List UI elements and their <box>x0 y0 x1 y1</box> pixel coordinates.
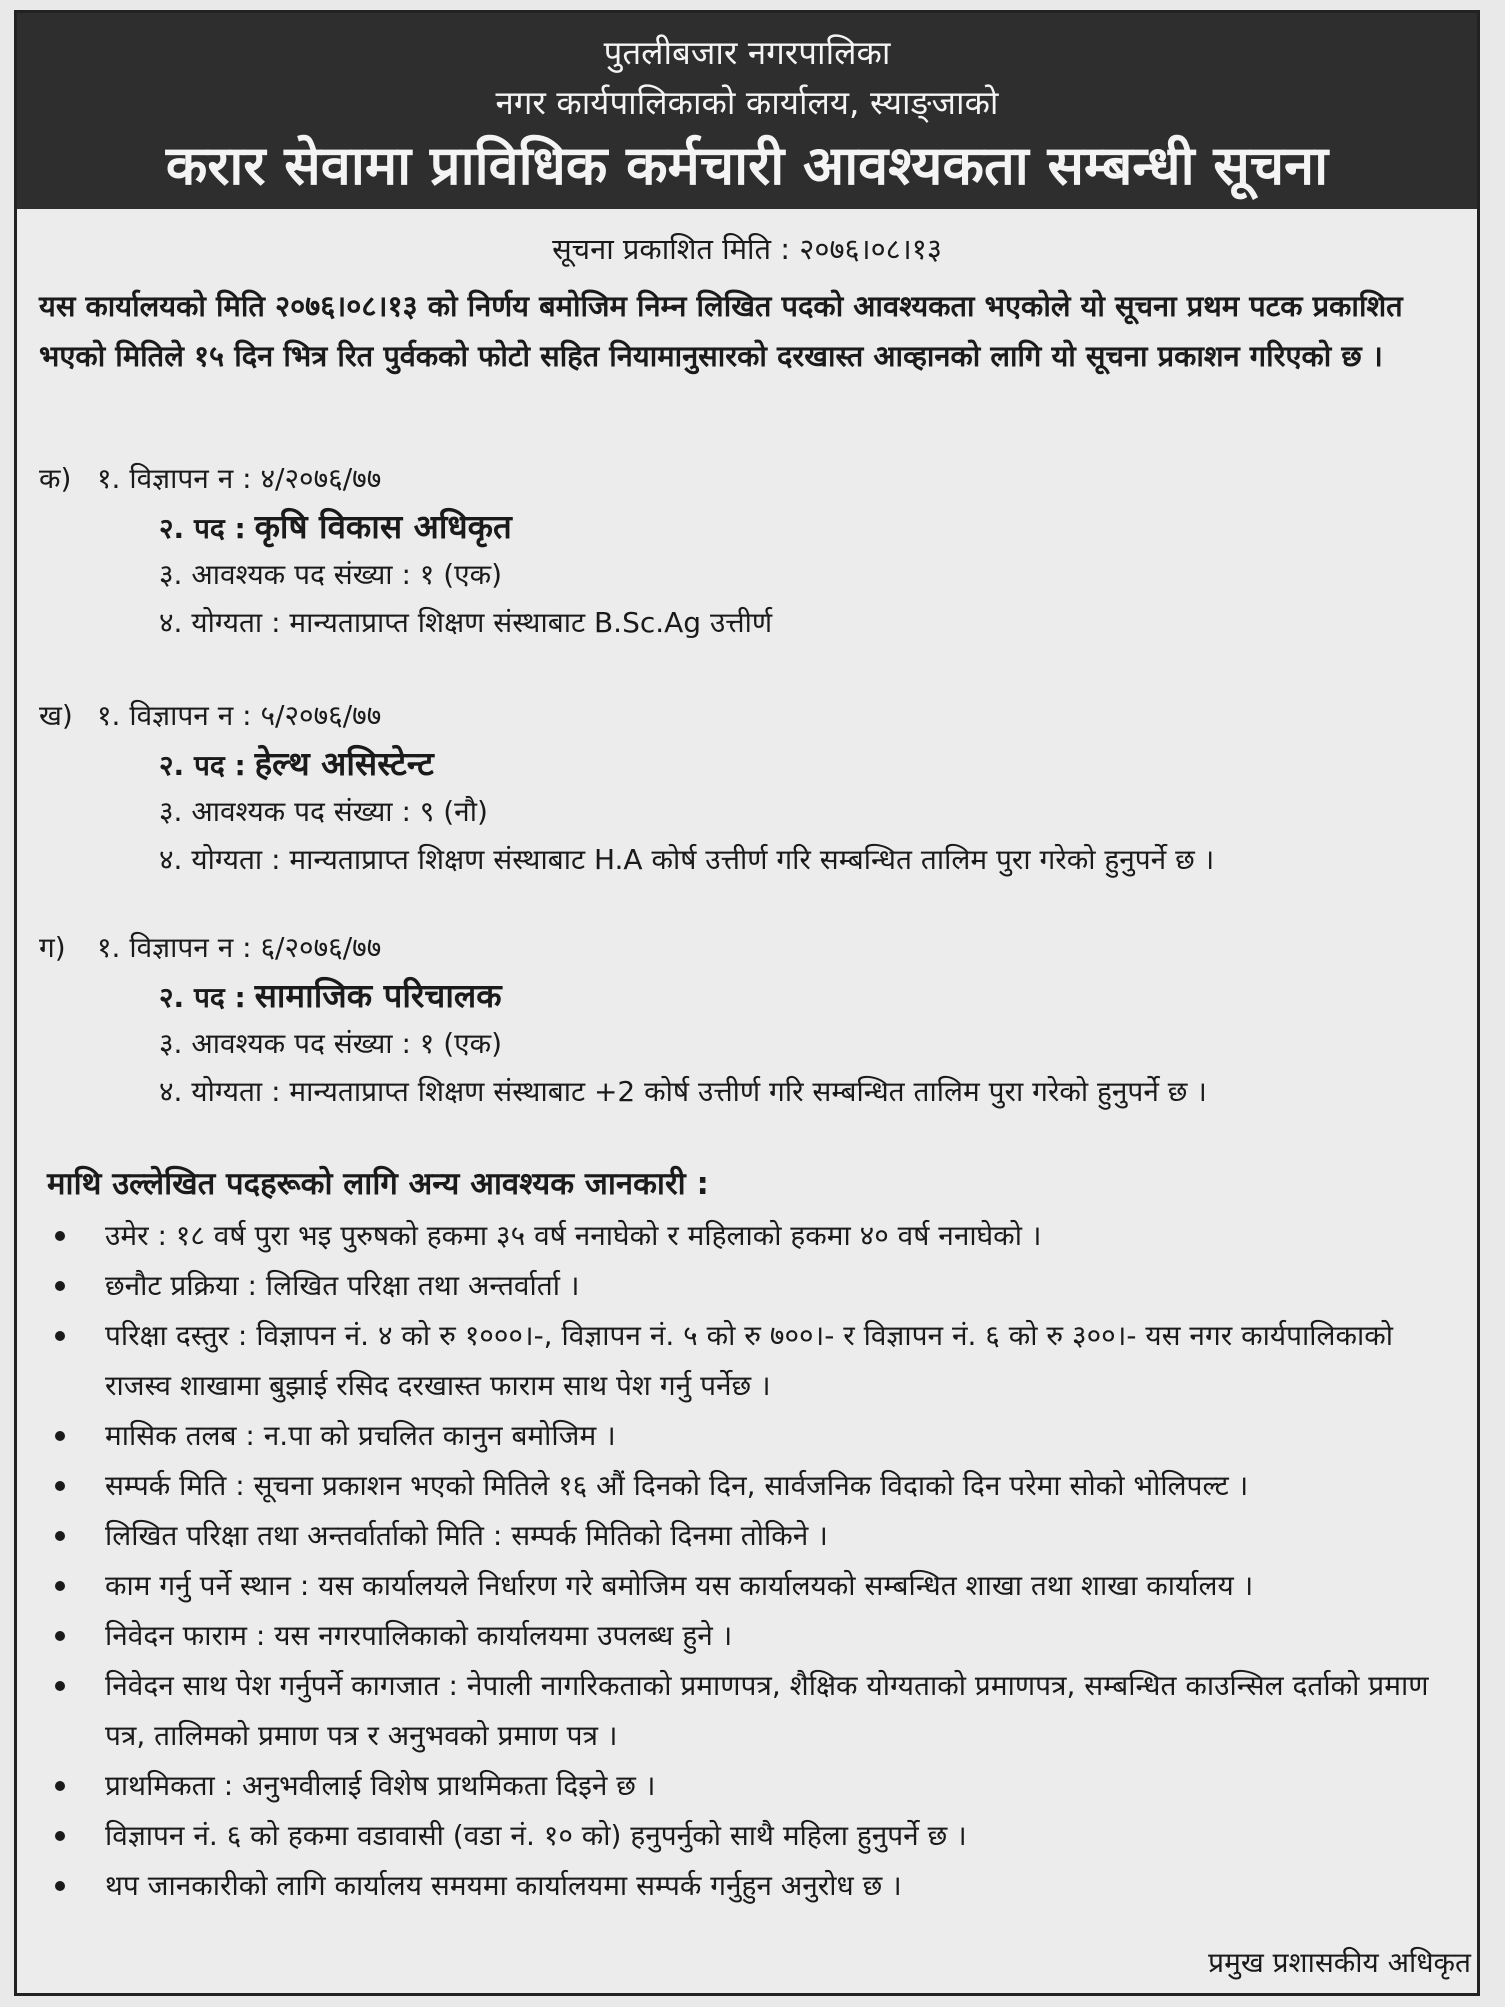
list-item <box>47 1511 1457 1561</box>
office-name: नगर कार्यपालिकाको कार्यालय, स्याङ्जाको <box>495 83 999 122</box>
post-label: २. पद : <box>159 749 246 782</box>
qualification: ४. योग्यता : मान्यताप्राप्त शिक्षण संस्थाबाट +2 कोर्ष उत्तीर्ण गरि सम्बन्धित तालिम पुरा गरेको हुनुपर्ने छ । <box>159 1075 1207 1108</box>
post-label: २. पद : <box>159 981 246 1014</box>
list-item <box>47 1411 1457 1461</box>
info-list <box>47 1211 1457 1911</box>
intro-paragraph: यस कार्यालयको मिति २०७६।०८।१३ को निर्णय बमोजिम निम्न लिखित पदको आवश्यकता भएकोले यो सूचना प्रथम पटक प्रकाशित भएको मितिले १५ दिन भित्र रित पुर्वकको फोटो सहित नियामानुसारको दरखास्त आव्हानको लागि यो सूचना प्रकाशन गरिएको छ । <box>39 289 1403 373</box>
vacancy-count-row <box>39 788 1459 836</box>
list-item <box>47 1261 1457 1311</box>
bullet-icon <box>55 1581 65 1591</box>
vacancy-ad-row <box>39 924 1459 972</box>
post-count: ३. आवश्यक पद संख्या : १ (एक) <box>159 1027 503 1060</box>
vacancy-ad-row <box>39 692 1459 740</box>
info-text: मासिक तलब : न.पा को प्रचलित कानुन बमोजिम । <box>105 1419 616 1452</box>
info-text: सम्पर्क मिति : सूचना प्रकाशन भएको मितिले १६ औं दिनको दिन, सार्वजनिक विदाको दिन परेमा सोको भोलिपल्ट । <box>105 1469 1249 1502</box>
vacancy-marker: ख) <box>39 699 73 732</box>
info-text: विज्ञापन नं. ६ को हकमा वडावासी (वडा नं. १० को) हनुपर्नुको साथै महिला हुनुपर्ने छ । <box>105 1819 967 1852</box>
municipality-name: पुतलीबजार नगरपालिका <box>603 33 891 72</box>
list-item <box>47 1311 1457 1411</box>
list-item <box>47 1211 1457 1261</box>
notice-header <box>17 13 1477 209</box>
info-text: परिक्षा दस्तुर : विज्ञापन नं. ४ को रु १०००।-, विज्ञापन नं. ५ को रु ७००।- र विज्ञापन नं. ६ को रु ३००।- यस नगर कार्यपालिकाको राजस्व शाखामा बुझाई रसिद दरखास्त फाराम साथ पेश गर्नु पर्नेछ । <box>105 1319 1393 1402</box>
bullet-icon <box>55 1331 65 1341</box>
vacancy-block <box>39 692 1459 884</box>
signatory-title: प्रमुख प्रशासकीय अधिकृत <box>1208 1946 1471 1979</box>
vacancy-block <box>39 455 1459 647</box>
bullet-icon <box>55 1881 65 1891</box>
vacancy-marker: क) <box>39 462 72 495</box>
vacancy-ad-row <box>39 455 1459 503</box>
info-text: छनौट प्रक्रिया : लिखित परिक्षा तथा अन्तर्वार्ता । <box>105 1269 580 1302</box>
list-item <box>47 1661 1457 1761</box>
info-text: उमेर : १८ वर्ष पुरा भइ पुरुषको हकमा ३५ वर्ष ननाघेको र महिलाको हकमा ४० वर्ष ननाघेको । <box>105 1219 1042 1252</box>
vacancy-qualification-row <box>39 599 1459 647</box>
list-item <box>47 1461 1457 1511</box>
post-count: ३. आवश्यक पद संख्या : १ (एक) <box>159 558 503 591</box>
post-name: हेल्थ असिस्टेन्ट <box>254 744 434 783</box>
vacancy-qualification-row <box>39 836 1459 884</box>
info-text: लिखित परिक्षा तथा अन्तर्वार्ताको मिति : सम्पर्क मितिको दिनमा तोकिने । <box>105 1519 828 1552</box>
notice-title: करार सेवामा प्राविधिक कर्मचारी आवश्यकता सम्बन्धी सूचना <box>165 134 1329 197</box>
ad-number: १. विज्ञापन न : ४/२०७६/७७ <box>97 462 382 495</box>
bullet-icon <box>55 1481 65 1491</box>
bullet-icon <box>55 1531 65 1541</box>
publish-date: सूचना प्रकाशित मिति : २०७६।०८।१३ <box>552 232 942 266</box>
post-name: कृषि विकास अधिकृत <box>254 507 512 546</box>
info-text: काम गर्नु पर्ने स्थान : यस कार्यालयले निर्धारण गरे बमोजिम यस कार्यालयको सम्बन्धित शाखा तथा शाखा कार्यालय । <box>105 1569 1254 1602</box>
bullet-icon <box>55 1831 65 1841</box>
vacancy-qualification-row <box>39 1068 1459 1116</box>
info-text: निवेदन फाराम : यस नगरपालिकाको कार्यालयमा उपलब्ध हुने । <box>105 1619 733 1652</box>
list-item <box>47 1561 1457 1611</box>
bullet-icon <box>55 1781 65 1791</box>
vacancy-count-row <box>39 551 1459 599</box>
info-heading: माथि उल्लेखित पदहरूको लागि अन्य आवश्यक जानकारी : <box>47 1166 709 1202</box>
ad-number: १. विज्ञापन न : ५/२०७६/७७ <box>97 699 382 732</box>
bullet-icon <box>55 1631 65 1641</box>
list-item <box>47 1761 1457 1811</box>
post-label: २. पद : <box>159 512 246 545</box>
qualification: ४. योग्यता : मान्यताप्राप्त शिक्षण संस्थाबाट H.A कोर्ष उत्तीर्ण गरि सम्बन्धित तालिम पुरा गरेको हुनुपर्ने छ । <box>159 843 1215 876</box>
list-item <box>47 1811 1457 1861</box>
vacancy-post-row <box>39 503 1459 551</box>
info-text: निवेदन साथ पेश गर्नुपर्ने कागजात : नेपाली नागरिकताको प्रमाणपत्र, शैक्षिक योग्यताको प्रमाणपत्र, सम्बन्धित काउन्सिल दर्ताको प्रमाण पत्र, तालिमको प्रमाण पत्र र अनुभवको प्रमाण पत्र । <box>105 1669 1429 1752</box>
bullet-icon <box>55 1281 65 1291</box>
list-item <box>47 1611 1457 1661</box>
bullet-icon <box>55 1231 65 1241</box>
list-item <box>47 1861 1457 1911</box>
qualification: ४. योग्यता : मान्यताप्राप्त शिक्षण संस्थाबाट B.Sc.Ag उत्तीर्ण <box>159 606 773 639</box>
ad-number: १. विज्ञापन न : ६/२०७६/७७ <box>97 931 382 964</box>
info-text: प्राथमिकता : अनुभवीलाई विशेष प्राथमिकता दिइने छ । <box>105 1769 656 1802</box>
bullet-icon <box>55 1431 65 1441</box>
vacancy-post-row <box>39 972 1459 1020</box>
vacancy-block <box>39 924 1459 1116</box>
vacancy-post-row <box>39 740 1459 788</box>
bullet-icon <box>55 1681 65 1691</box>
post-name: सामाजिक परिचालक <box>254 976 502 1015</box>
post-count: ३. आवश्यक पद संख्या : ९ (नौ) <box>159 795 488 828</box>
vacancy-count-row <box>39 1020 1459 1068</box>
vacancy-marker: ग) <box>39 931 66 964</box>
info-text: थप जानकारीको लागि कार्यालय समयमा कार्यालयमा सम्पर्क गर्नुहुन अनुरोध छ । <box>105 1869 902 1902</box>
notice-document <box>14 10 1480 1996</box>
